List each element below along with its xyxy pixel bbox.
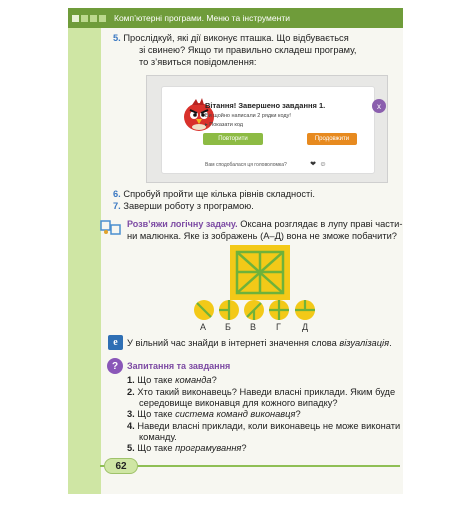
question-number: 2. xyxy=(127,387,135,397)
option-label: Г xyxy=(276,322,281,332)
close-icon[interactable]: x xyxy=(372,99,386,113)
header-square-icon xyxy=(99,15,106,22)
option-label: Б xyxy=(225,322,231,332)
puzzle-figure xyxy=(230,245,290,300)
option-label: В xyxy=(250,322,257,332)
retry-button[interactable]: Повторити xyxy=(203,133,263,145)
task-5 xyxy=(113,33,349,44)
question-text: Що таке xyxy=(137,409,176,419)
footer-divider xyxy=(100,465,400,467)
internet-text-end: . xyxy=(389,338,392,348)
questions-heading: Запитання та завдання xyxy=(127,361,231,371)
question-icon: ? xyxy=(107,358,123,374)
continue-button[interactable]: Продовжити xyxy=(307,133,357,145)
task-text: Прослідкуй, які дії виконує пташка. Що відбувається xyxy=(123,33,349,43)
logic-heading: Розв’яжи логічну задачу. xyxy=(127,219,238,229)
task-number: 6. xyxy=(113,189,121,199)
header-square-icon xyxy=(90,15,97,22)
header-square-icon xyxy=(72,15,79,22)
header-square-icon xyxy=(81,15,88,22)
option-label: Д xyxy=(302,322,309,332)
question-text-end: ? xyxy=(295,409,301,419)
option-v-figure xyxy=(244,300,264,320)
task-number: 7. xyxy=(113,201,121,211)
question-number: 4. xyxy=(127,421,135,431)
task-text: Заверши роботу з програмою. xyxy=(123,201,254,211)
question-number: 5. xyxy=(127,443,135,453)
feedback-prompt xyxy=(205,160,327,168)
question-text-end: ? xyxy=(211,375,217,385)
logic-text: Оксана розглядає в лупу праві части- xyxy=(237,219,403,229)
question-text: Наведи власні приклади, коли виконавець не може виконати xyxy=(137,421,401,431)
question-2 xyxy=(127,387,395,398)
internet-text: У вільний час знайди в інтернеті значення слова xyxy=(127,338,340,348)
question-number: 3. xyxy=(127,409,135,419)
internet-task xyxy=(127,338,392,349)
question-term: система команд виконавця xyxy=(175,409,296,419)
page-number: 62 xyxy=(104,458,138,474)
question-term: команда xyxy=(175,375,212,385)
internet-term: візуалізація xyxy=(339,338,390,348)
show-code-link[interactable]: ▸ Показати код xyxy=(205,122,244,128)
task-text: Спробуй пройти ще кілька рівнів складності. xyxy=(123,189,315,199)
game-dialog-screenshot xyxy=(146,75,388,183)
feedback-text: Вам сподобалася ця головоломка? xyxy=(205,162,287,168)
task-6 xyxy=(113,189,315,200)
chapter-title: Комп’ютерні програми. Меню та інструменти xyxy=(114,13,290,23)
question-1 xyxy=(127,375,217,386)
puzzle-icon xyxy=(99,218,123,236)
chapter-header xyxy=(68,8,403,28)
option-d-figure xyxy=(295,300,315,320)
smiley-icon[interactable]: ☺ xyxy=(319,161,327,168)
task-5-line: зі свинею? Якщо ти правильно складеш програму, xyxy=(139,45,357,55)
heart-icon[interactable]: ❤ xyxy=(310,161,317,168)
question-text: Хто такий виконавець? Наведи власні приклади. Яким буде xyxy=(137,387,396,397)
question-term: програмування xyxy=(175,443,242,453)
logic-text-line: ни малюнка. Яке із зображень (А–Д) вона не зможе побачити? xyxy=(127,231,397,241)
dialog-title: Вітання! Завершено завдання 1. xyxy=(205,101,326,110)
task-5-line: то з’явиться повідомлення: xyxy=(139,57,257,67)
question-2-line: середовище виконавця для кожного випадку? xyxy=(139,398,338,408)
internet-explorer-icon: e xyxy=(108,335,123,350)
dialog-subtitle: Ви щойно написали 2 рядки коду! xyxy=(205,113,291,119)
question-text: Що таке xyxy=(137,375,176,385)
logic-task xyxy=(127,219,402,230)
option-b-figure xyxy=(219,300,239,320)
question-number: 1. xyxy=(127,375,135,385)
task-number: 5. xyxy=(113,33,121,43)
question-3 xyxy=(127,409,301,420)
task-7 xyxy=(113,201,254,212)
question-4-line: команду. xyxy=(139,432,177,442)
question-4 xyxy=(127,421,400,432)
page-margin-bar xyxy=(68,8,101,494)
question-text: Що таке xyxy=(137,443,176,453)
question-5 xyxy=(127,443,247,454)
option-g-figure xyxy=(269,300,289,320)
option-a-figure xyxy=(194,300,214,320)
question-text-end: ? xyxy=(241,443,247,453)
option-label: А xyxy=(200,322,207,332)
